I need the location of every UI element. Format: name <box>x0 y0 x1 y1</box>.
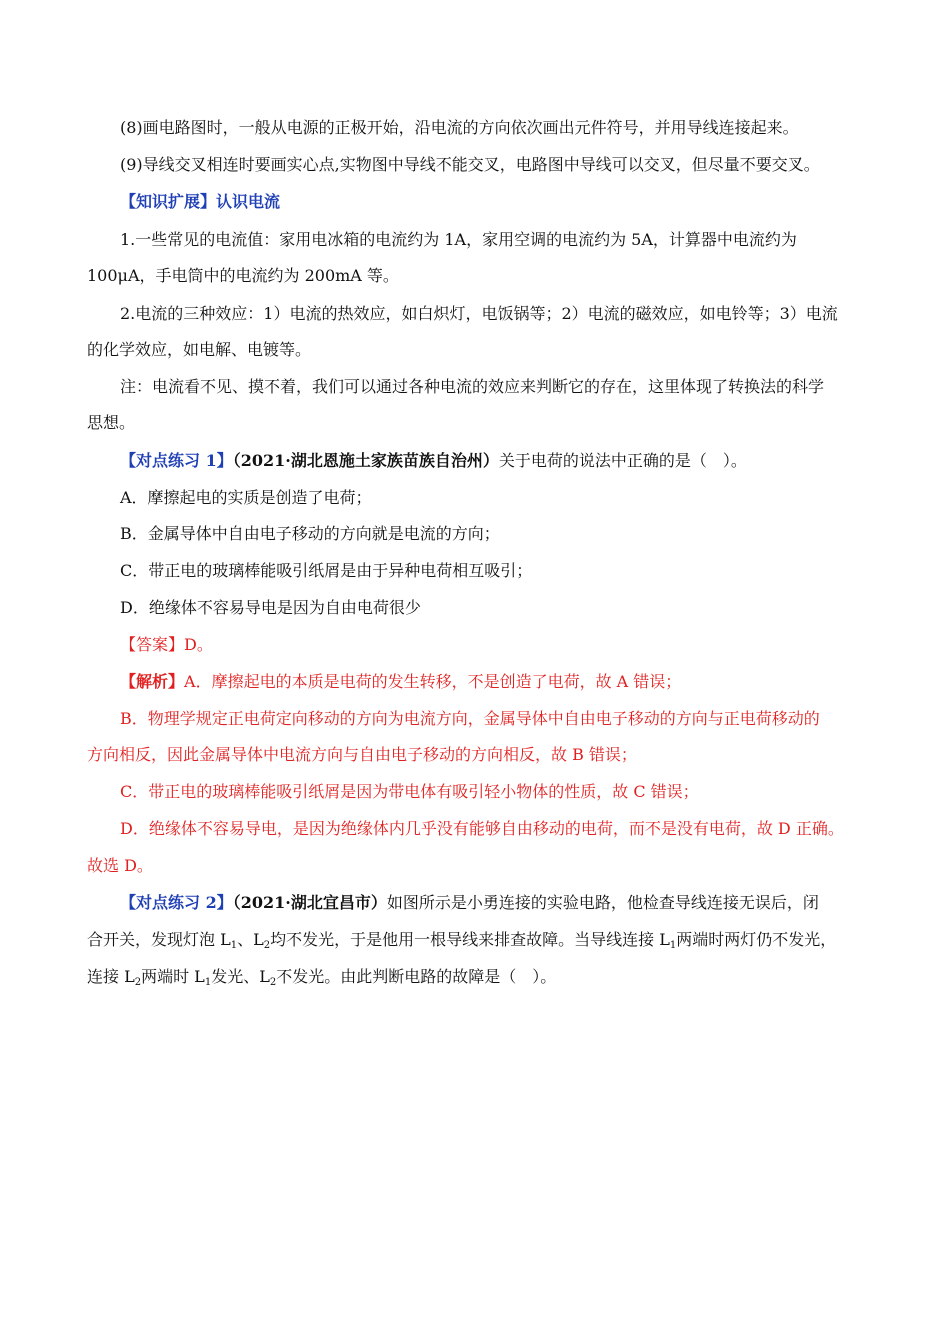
extension-p1-line1: 1.一些常见的电流值：家用电冰箱的电流约为 1A，家用空调的电流约为 5A，计算器中电流约为 <box>120 230 797 249</box>
practice1-option-a: A．摩擦起电的实质是创造了电荷； <box>120 488 372 507</box>
practice1-option-d: D．绝缘体不容易导电是因为自由电荷很少 <box>120 598 421 617</box>
practice1-question-line <box>120 451 747 471</box>
extension-note-line2: 思想。 <box>87 413 136 432</box>
practice1-analysis-a-line <box>120 672 681 692</box>
practice2-line2-c: 均不发光，于是他用一根导线来排查故障。当导线连接 L <box>270 930 670 949</box>
extension-p1-line2: 100μA，手电筒中的电流约为 200mA 等。 <box>87 266 399 285</box>
practice2-line1 <box>120 893 819 913</box>
practice2-line2-b: 、L <box>237 930 264 949</box>
practice1-analysis-tag: 【解析】 <box>120 672 185 691</box>
practice1-analysis-b-line2: 方向相反，因此金属导体中电流方向与自由电子移动的方向相反，故 B 错误； <box>87 745 637 764</box>
practice1-tag: 【对点练习 1】 <box>120 451 233 470</box>
subscript-1: 1 <box>230 940 238 951</box>
practice2-tag: 【对点练习 2】 <box>120 893 233 912</box>
subscript-4: 2 <box>134 977 142 988</box>
practice2-line1-text: 如图所示是小勇连接的实验电路，他检查导线连接无误后，闭 <box>386 893 819 912</box>
practice2-line2-d: 两端时两灯仍不发光， <box>676 930 837 949</box>
practice1-analysis-b-line1: B．物理学规定正电荷定向移动的方向为电流方向，金属导体中自由电子移动的方向与正电荷移动的 <box>120 709 820 728</box>
practice1-answer-tag: 【答案】 <box>120 635 185 654</box>
extension-p2-line2: 的化学效应，如电解、电镀等。 <box>87 340 312 359</box>
note-item-8: (8)画电路图时，一般从电源的正极开始，沿电流的方向依次画出元件符号，并用导线连接起来。 <box>120 118 799 137</box>
extension-p2-line1: 2.电流的三种效应：1）电流的热效应，如白炽灯，电饭锅等；2）电流的磁效应，如电铃等；3）电流 <box>120 304 838 323</box>
practice2-line3-a: 连接 L <box>87 967 135 986</box>
practice1-analysis-d: D．绝缘体不容易导电，是因为绝缘体内几乎没有能够自由移动的电荷，而不是没有电荷，故 D 正确。 <box>120 819 844 838</box>
practice1-source: （2021·湖北恩施土家族苗族自治州） <box>232 451 499 470</box>
practice1-conclusion: 故选 D。 <box>87 856 153 875</box>
practice1-analysis-a: A．摩擦起电的本质是电荷的发生转移，不是创造了电荷，故 A 错误； <box>184 672 682 691</box>
practice1-question: 关于电荷的说法中正确的是（ ）。 <box>498 451 747 470</box>
practice1-option-b: B．金属导体中自由电子移动的方向就是电流的方向； <box>120 524 500 543</box>
subscript-2: 2 <box>263 940 271 951</box>
practice2-line3-c: 发光、L <box>211 967 270 986</box>
practice2-line3 <box>87 967 556 987</box>
note-item-9: (9)导线交叉相连时要画实心点,实物图中导线不能交叉，电路图中导线可以交叉，但尽量不要交叉。 <box>120 155 820 174</box>
practice2-source: （2021·湖北宜昌市） <box>232 893 387 912</box>
practice1-analysis-c: C．带正电的玻璃棒能吸引纸屑是因为带电体有吸引轻小物体的性质，故 C 错误； <box>120 782 699 801</box>
extension-note-line1: 注：电流看不见、摸不着，我们可以通过各种电流的效应来判断它的存在，这里体现了转换法的科学 <box>120 377 825 396</box>
practice1-option-c: C．带正电的玻璃棒能吸引纸屑是由于异种电荷相互吸引； <box>120 561 533 580</box>
practice2-line2 <box>87 930 836 950</box>
subscript-3: 1 <box>669 940 677 951</box>
subscript-5: 1 <box>204 977 212 988</box>
practice1-answer-line <box>120 635 213 655</box>
extension-heading: 【知识扩展】认识电流 <box>120 192 281 211</box>
practice2-line3-d: 不发光。由此判断电路的故障是（ ）。 <box>276 967 557 986</box>
practice2-line2-a: 合开关，发现灯泡 L <box>87 930 231 949</box>
subscript-6: 2 <box>269 977 277 988</box>
practice2-line3-b: 两端时 L <box>141 967 205 986</box>
practice1-answer-value: D。 <box>184 635 213 654</box>
